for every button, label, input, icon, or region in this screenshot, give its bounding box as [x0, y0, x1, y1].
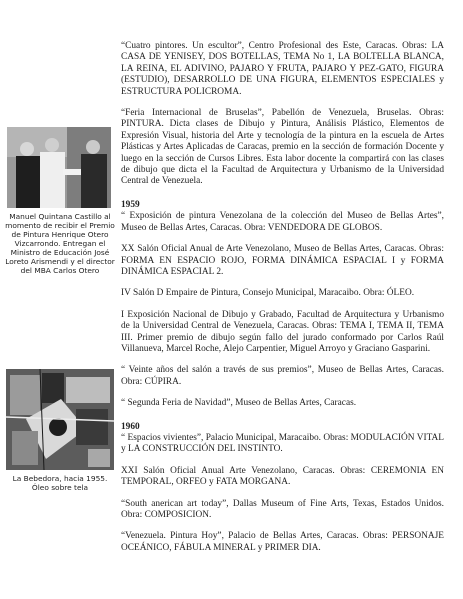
exhibition-list: [121, 41, 444, 564]
photo-caption: Manuel Quintana Castillo al momento de recibir el Premio de Pintura Henrique Otero Vizcarrondo. Entregan el Ministro de Educación José Loreto Arismendi y el director del MBA Carlos Otero: [5, 212, 115, 275]
painting-la-bebedora: [6, 369, 114, 470]
entry-exposicion-pintura-venezolana: “ Exposición de pintura Venezolana de la colección del Museo de Bellas Artes”, Museo de Bellas Artes, Caracas. Obra: VENDEDORA DE GLOBOS.: [121, 211, 444, 233]
entry-iv-salon-empaire: IV Salón D Empaire de Pintura, Consejo Municipal, Maracaibo. Obra: ÓLEO.: [121, 288, 415, 299]
entry-veinte-anos: “ Veinte años del salón a través de sus premios”, Museo de Bellas Artes, Caracas. Obra: CÚPIRA.: [121, 365, 444, 387]
award-ceremony-photo-graphic: [7, 127, 111, 208]
entry-xx-salon: XX Salón Oficial Anual de Arte Venezolano, Museo de Bellas Artes, Caracas. Obras: FORMA EN ESPACIO ROJO, FORMA DINÁMICA ESPACIAL I y FORMA DINÁMICA ESPACIAL 2.: [121, 244, 444, 277]
award-ceremony-photo: [7, 127, 111, 208]
year-1959: 1959: [121, 199, 140, 210]
entry-south-american-art: “South anerican art today”, Dallas Museum of Fine Arts, Texas, Estados Unidos. Obra: COMPOSICION.: [121, 498, 444, 520]
entry-segunda-feria: “ Segunda Feria de Navidad”, Museo de Bellas Artes, Caracas.: [121, 398, 357, 409]
painting-graphic: [6, 369, 114, 470]
year-1960: 1960: [121, 421, 140, 432]
entry-venezuela-pintura-hoy: “Venezuela. Pintura Hoy”, Palacio de Bellas Artes, Caracas. Obras: PERSONAJE OCEÁNICO, FÁBULA MINERAL y PRIMER DIA.: [121, 531, 444, 553]
entry-feria-bruselas: “Feria Internacional de Bruselas”, Pabellón de Venezuela, Bruselas. Obras: PINTURA. Dicta clases de Dibujo y Pintura, Análisis Plástico, Elementos de Expresión Visual, historia del Arte y tecnología de la pintura en la escuela de Artes Plásticas y Artes Aplicadas de Caracas, premio en la sección de formación Docente y luego en la sección de Cursos Libres. Esta labor docente la compartirá con las clases de dibujo que dicta el la Facultad de Arquitectura y Urbanismo de la Universidad Central de Venezuela.: [121, 108, 444, 187]
entry-i-exposicion-dibujo: I Exposición Nacional de Dibujo y Grabado, Facultad de Arquitectura y Urbanismo de la Universidad Central de Venezuela, Caracas. Obras: TEMA I, TEMA II, TEMA III. Primer premio de dibujo según fallo del jurado conformado por Carlos Raúl Villanueva, Marcel Roche, Alejo Carpentier, Miguel Arroyo y Graciano Gasparini.: [121, 309, 444, 354]
entry-xxi-salon: XXI Salón Oficial Anual Arte Venezolano, Caracas. Obras: CEREMONIA EN TEMPORAL, ORFEO y FATA MORGANA.: [121, 465, 444, 488]
entry-cuatro-pintores: “Cuatro pintores. Un escultor”, Centro Profesional des Este, Caracas. Obras: LA CASA DE YENISEY, DOS BOTELLAS, TEMA No 1, LA BOLTELLA BLANCA, LA REINA, EL ADIVINO, PAJARO Y FRUTA, PAJARO Y PEZ-GATO, FIGURA (ESTUDIO), DESARROLLO DE UNA FIGURA, ELEMENTOS ESPECIALES y ESTRUCTURA POLICROMA.: [121, 41, 444, 97]
entry-espacios-vivientes: “ Espacios vivientes”, Palacio Municipal, Maracaibo. Obras: MODULACIÓN VITAL y LA CONSTRUCCIÓN DEL INSTINTO.: [121, 432, 444, 455]
painting-caption: La Bebedora, hacia 1955. Óleo sobre tela: [12, 474, 108, 492]
